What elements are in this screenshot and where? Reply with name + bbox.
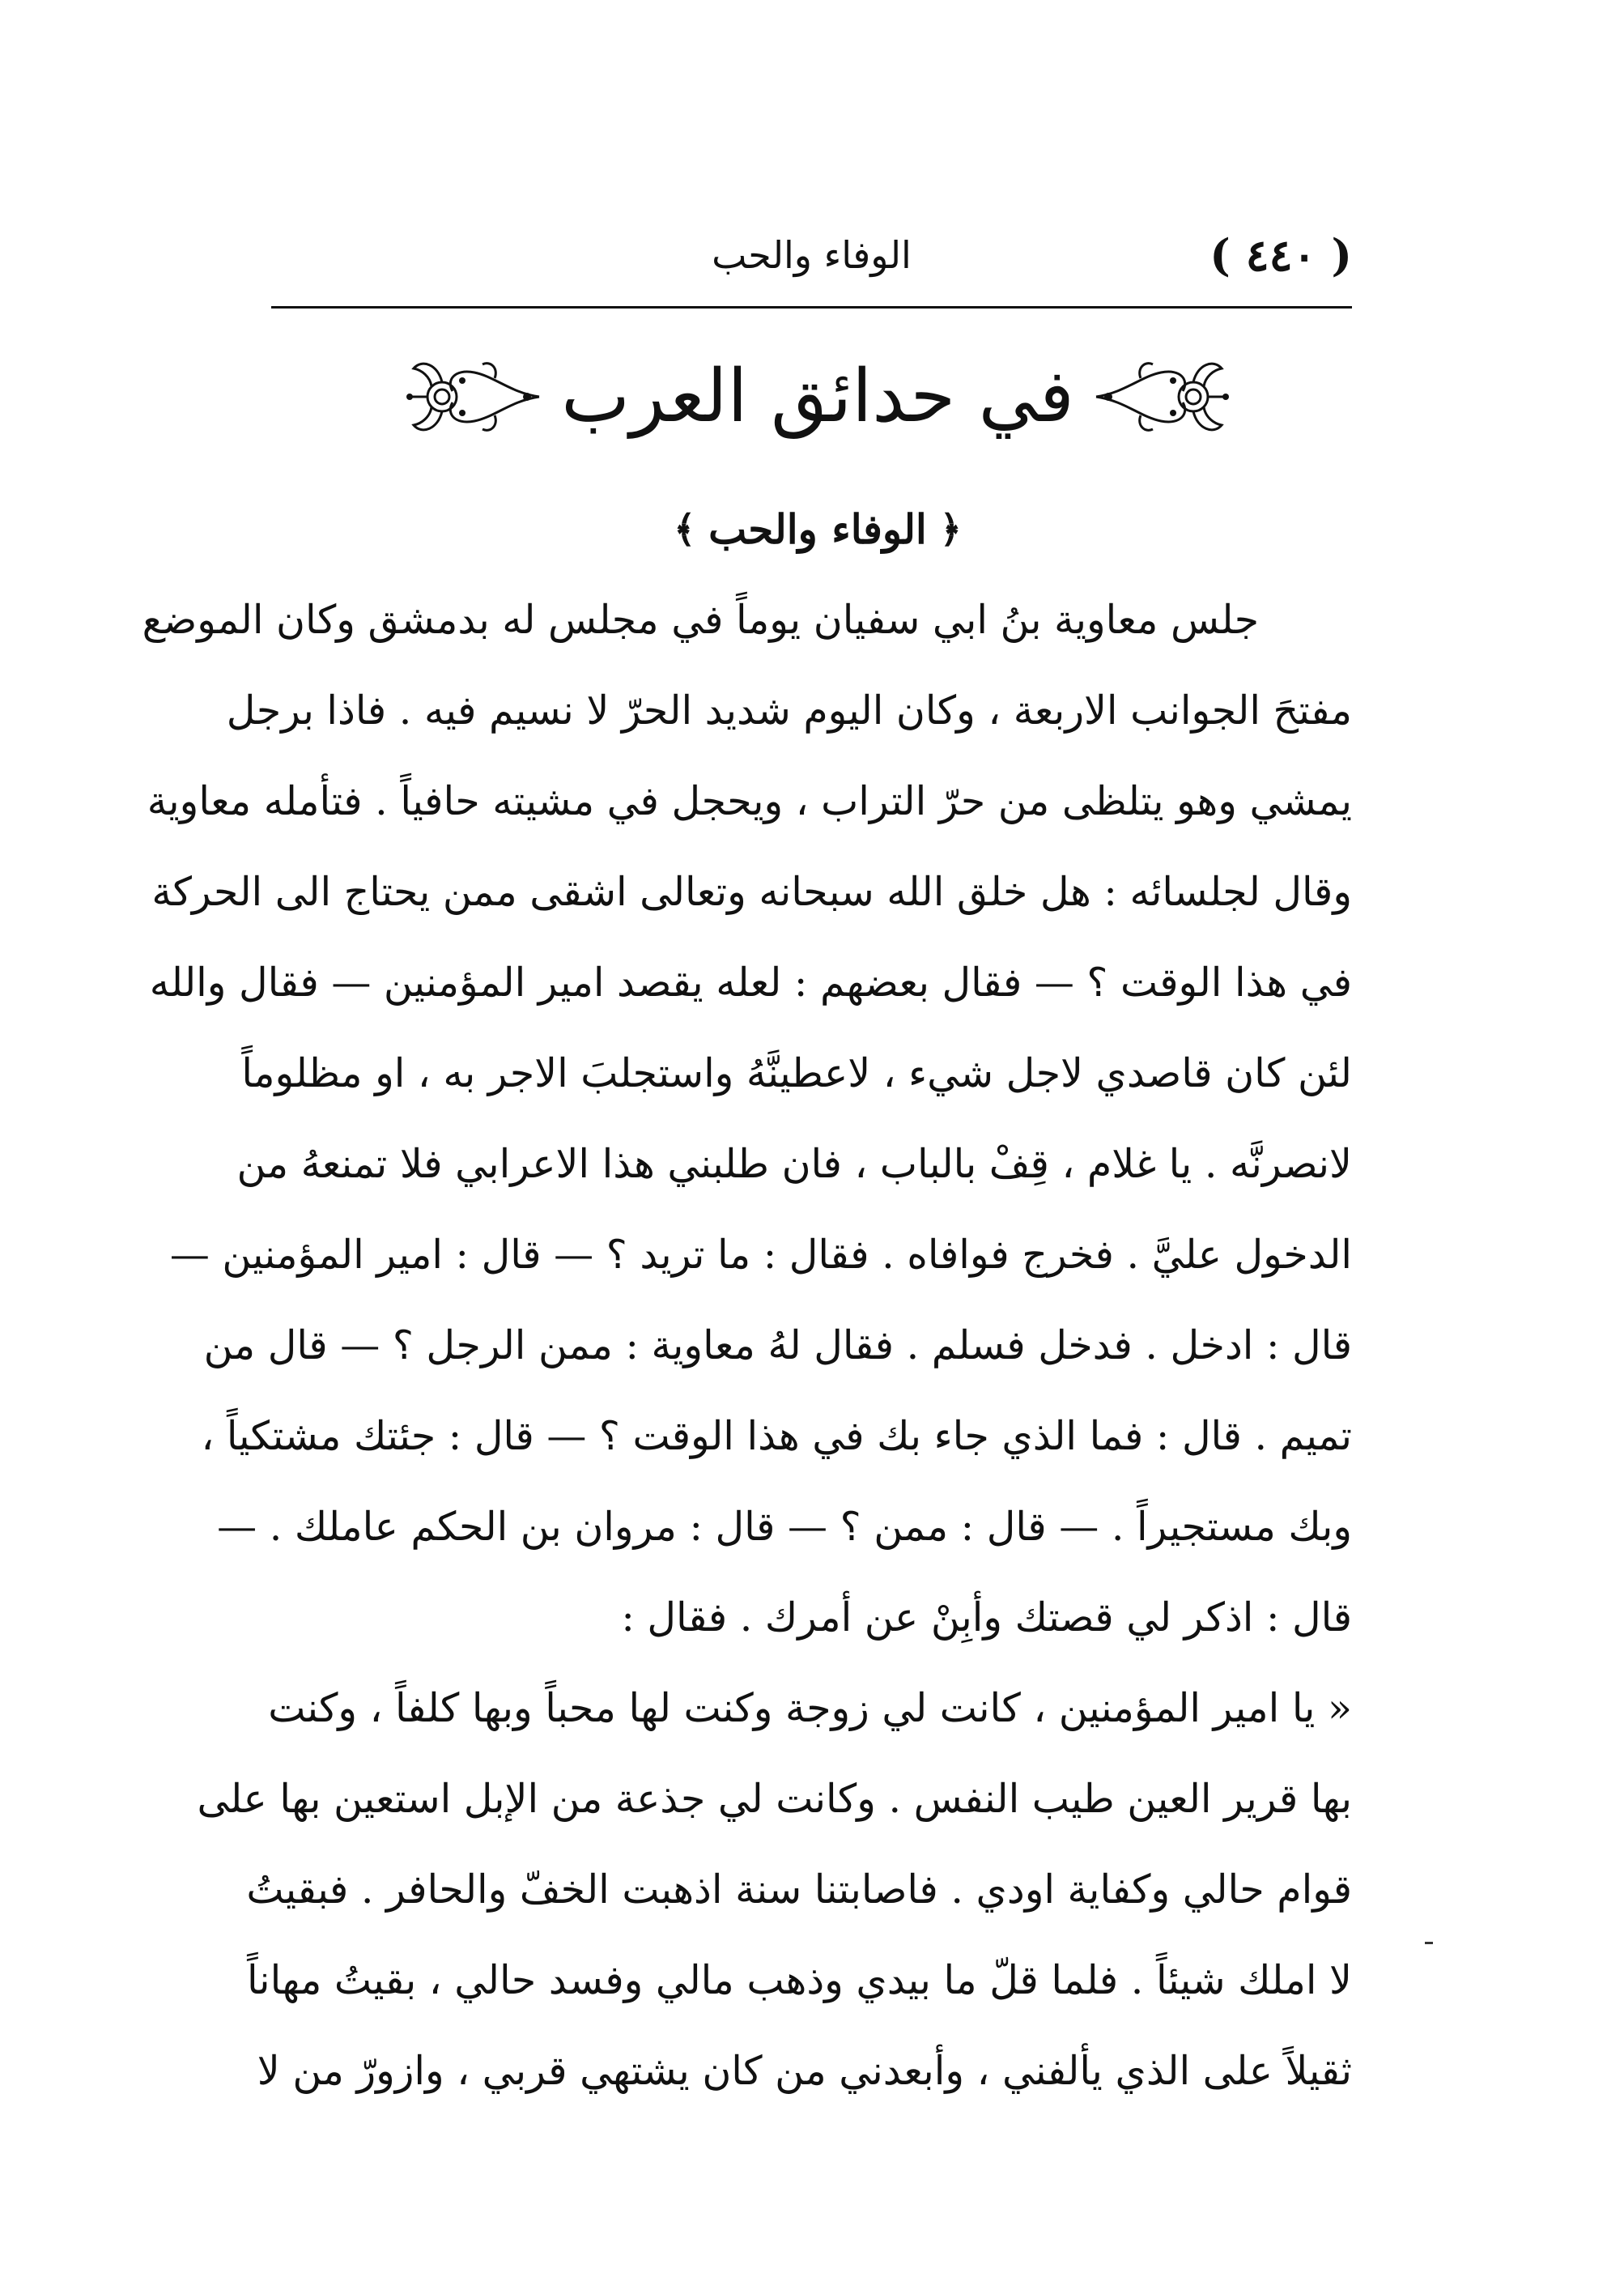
floral-ornament-icon xyxy=(1092,344,1230,449)
text-line: « يا امير المؤمنين ، كانت لي زوجة وكنت لها محباً وبها كلفاً ، وكنت xyxy=(268,1685,1352,1731)
body-text xyxy=(142,575,1352,2117)
text-line: يمشي وهو يتلظى من حرّ التراب ، ويحجل في مشيته حافياً . فتأمله معاوية xyxy=(147,778,1352,824)
section-title-text: الوفاء والحب xyxy=(708,504,927,553)
text-line: ثقيلاً على الذي يألفني ، وأبعدني من كان يشتهي قربي ، وازورّ من لا xyxy=(257,2048,1352,2094)
floral-ornament-icon xyxy=(406,344,543,449)
text-line: تميم . قال : فما الذي جاء بك في هذا الوقت ؟ — قال : جئتك مشتكياً ، xyxy=(201,1413,1352,1459)
text-line: لا املك شيئاً . فلما قلّ ما بيدي وذهب مالي وفسد حالي ، بقيتُ مهاناً xyxy=(247,1957,1352,2003)
text-line: قال : اذكر لي قصتك وأبِنْ عن أمرك . فقال : xyxy=(621,1594,1352,1641)
text-line: بها قرير العين طيب النفس . وكانت لي جذعة من الإبل استعين بها على xyxy=(197,1776,1352,1822)
text-line: وقال لجلسائه : هل خلق الله سبحانه وتعالى اشقى ممن يحتاج الى الحركة xyxy=(151,869,1352,915)
ornamental-bracket-open: ﴿ xyxy=(939,507,962,551)
text-line: في هذا الوقت ؟ — فقال بعضهم : لعله يقصد امير المؤمنين — فقال والله xyxy=(149,960,1352,1006)
text-line: وبك مستجيراً . — قال : ممن ؟ — قال : مروان بن الحكم عاملك . — xyxy=(217,1504,1352,1550)
text-line: لئن كان قاصدي لاجل شيء ، لاعطينَّهُ واستجلبَ الاجر به ، او مظلوماً xyxy=(241,1050,1352,1096)
section-title xyxy=(453,484,1182,573)
text-line: قال : ادخل . فدخل فسلم . فقال لهُ معاوية : ممن الرجل ؟ — قال من xyxy=(203,1322,1352,1368)
text-line: لانصرنَّه . يا غلام ، قِفْ بالباب ، فان طلبني هذا الاعرابي فلا تمنعهُ من xyxy=(236,1141,1352,1187)
header-rule xyxy=(271,306,1352,309)
page-header xyxy=(271,219,1352,292)
margin-mark xyxy=(1425,1942,1433,1944)
text-line: مفتحَ الجوانب الاربعة ، وكان اليوم شديد الحرّ لا نسيم فيه . فاذا برجل xyxy=(226,687,1352,734)
text-line: الدخول عليَّ . فخرج فوافاه . فقال : ما تريد ؟ — قال : امير المؤمنين — xyxy=(169,1232,1352,1278)
running-title: الوفاء والحب xyxy=(712,233,912,277)
chapter-banner xyxy=(453,324,1182,470)
text-line: جلس معاوية بنُ ابي سفيان يوماً في مجلس له بدمشق وكان الموضع xyxy=(142,597,1259,643)
chapter-title: في حدائق العرب xyxy=(561,354,1074,439)
page-number: ( ٤٤٠ ) xyxy=(1209,229,1352,281)
text-line: قوام حالي وكفاية اودي . فاصابتنا سنة اذهبت الخفّ والحافر . فبقيتُ xyxy=(246,1866,1352,1913)
ornamental-bracket-close: ﴾ xyxy=(674,507,696,551)
